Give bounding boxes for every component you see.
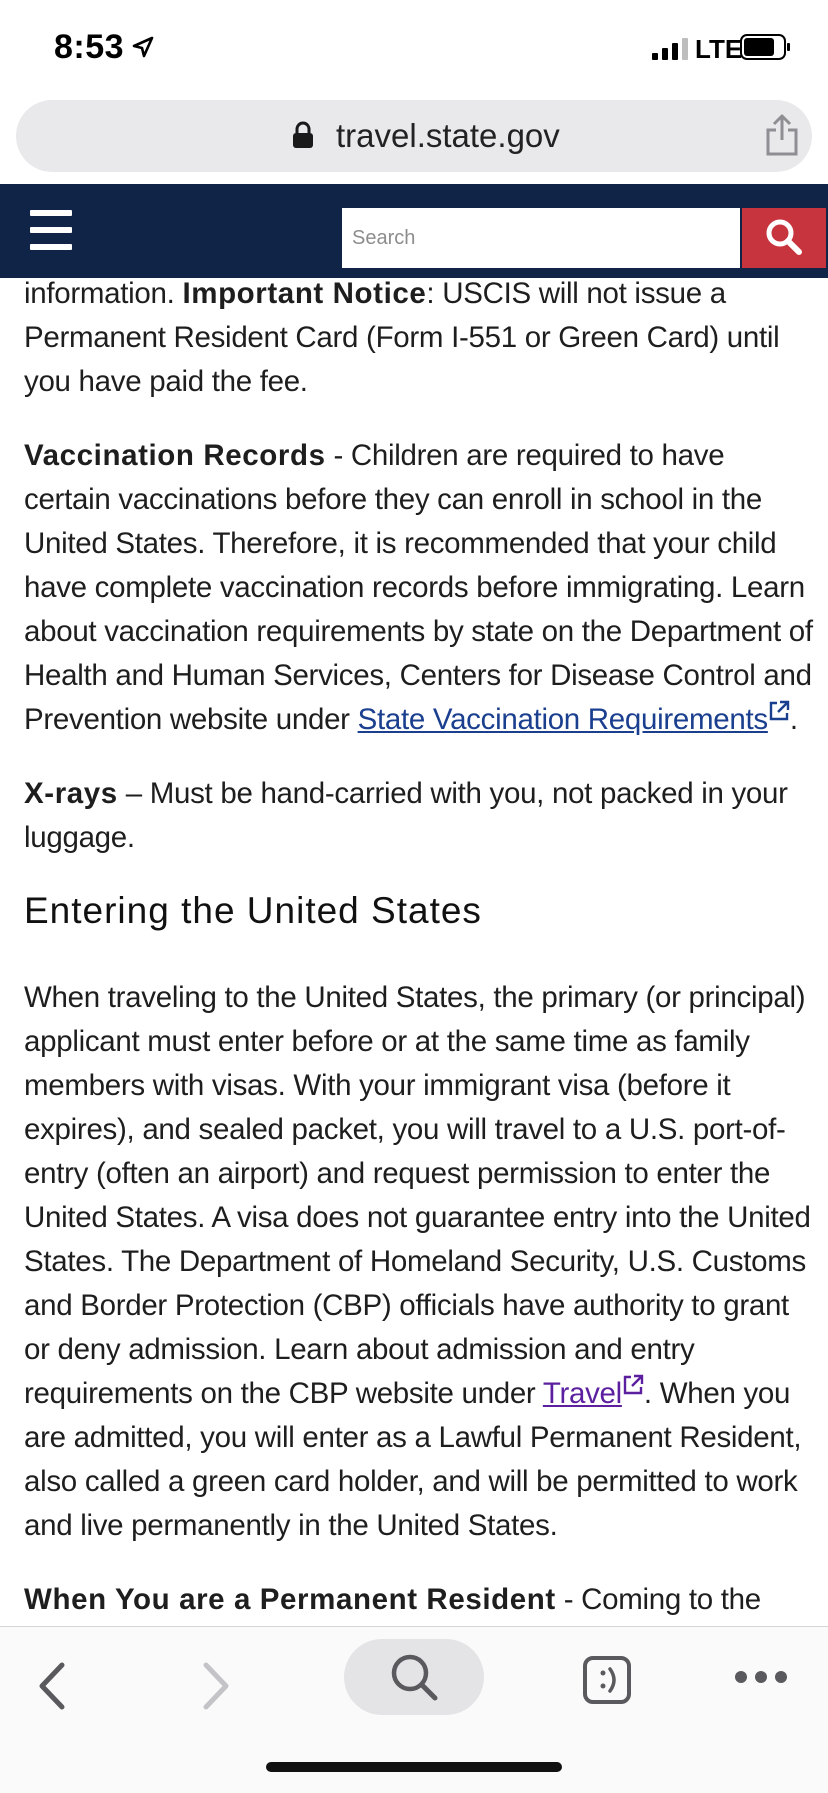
home-indicator: [266, 1762, 562, 1772]
paragraph-text: . When you are admitted, you will enter as a Lawful Permanent Resident, also called a green card holder, and will be permitted to work and live permanently in the United States.: [24, 1377, 802, 1542]
tabs-icon[interactable]: [582, 1655, 632, 1705]
location-arrow-icon: [132, 36, 154, 58]
hamburger-menu-icon[interactable]: [30, 210, 72, 250]
section-heading: Entering the United States: [24, 890, 482, 931]
paragraph-text: information.: [24, 277, 183, 310]
external-link-icon: [768, 700, 790, 722]
paragraph-text: - Coming to the: [555, 1583, 761, 1616]
paragraph-entering: [24, 976, 814, 1548]
xrays-label: X-rays: [24, 777, 118, 810]
external-link-icon: [622, 1374, 644, 1396]
state-vaccination-requirements-link[interactable]: [358, 703, 790, 736]
address-bar[interactable]: [16, 100, 812, 172]
lock-icon: [292, 121, 314, 149]
battery-icon: [740, 34, 792, 60]
paragraph-xrays: [24, 772, 814, 860]
chevron-left-icon[interactable]: [34, 1661, 70, 1711]
important-notice-label: Important Notice: [182, 277, 427, 310]
search-icon: [388, 1651, 440, 1703]
paragraph-text: – Must be hand-carried with you, not packed in your luggage.: [24, 777, 788, 854]
travel-link[interactable]: [543, 1377, 644, 1410]
toolbar-search-button[interactable]: [344, 1639, 484, 1715]
chevron-right-icon[interactable]: [198, 1661, 234, 1711]
paragraph-permanent-resident: [24, 1578, 814, 1622]
link-text: State Vaccination Requirements: [357, 703, 768, 736]
share-icon[interactable]: [764, 112, 800, 156]
network-type: LTE: [695, 34, 743, 64]
paragraph-vaccination: [24, 434, 814, 742]
search-icon: [764, 217, 804, 257]
url-text: travel.state.gov: [336, 117, 560, 154]
search-button[interactable]: [742, 208, 826, 268]
paragraph-text: - Children are required to have certain vaccinations before they can enroll in school in the United States. Therefore, it is recommended that your child have complete vaccination records before immigrating. Learn about vaccination requirements by state on the Department of Health and Human Services, Centers for Disease Control and Prevention website under: [24, 439, 813, 736]
paragraph-text: : USCIS will not issue a Permanent Resident Card (Form I-551 or Green Card) until you have paid the fee.: [24, 277, 780, 398]
vaccination-records-label: Vaccination Records: [24, 439, 326, 472]
cellular-signal-icon: [652, 38, 690, 60]
link-text: Travel: [542, 1377, 622, 1410]
paragraph-fee-notice: [24, 272, 814, 404]
site-header: [0, 184, 828, 278]
paragraph-text: .: [789, 703, 798, 736]
status-time: 8:53: [54, 28, 125, 66]
article-content: [24, 272, 814, 1626]
site-search-input[interactable]: [342, 208, 740, 268]
more-icon[interactable]: [734, 1669, 788, 1685]
paragraph-text: When traveling to the United States, the primary (or principal) applicant must enter before or at the same time as family members with visas. With your immigrant visa (before it expires), and sealed packet, you will travel to a U.S. port-of-entry (often an airport) and request permission to enter the United States. A visa does not guarantee entry into the United States. The Department of Homeland Security, U.S. Customs and Border Protection (CBP) officials have authority to grant or deny admission. Learn about admission and entry requirements on the CBP website under: [24, 981, 811, 1410]
permanent-resident-label: When You are a Permanent Resident: [24, 1583, 556, 1616]
status-bar: [0, 0, 828, 96]
